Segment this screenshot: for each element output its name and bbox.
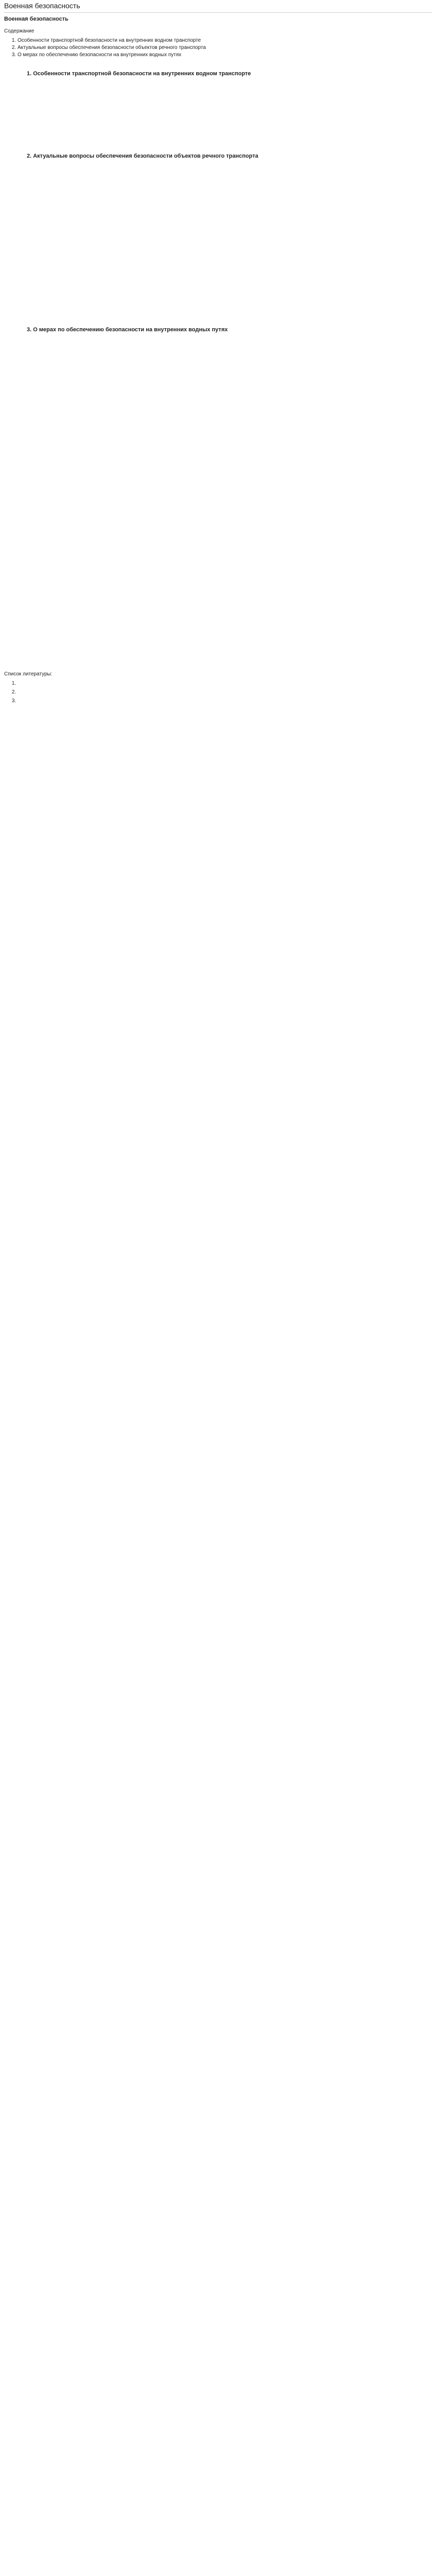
paragraph (4, 633, 432, 640)
list-item (4, 208, 432, 215)
list-item (4, 238, 432, 244)
paragraph (4, 137, 432, 143)
toc-item[interactable] (18, 37, 432, 44)
section-3-title: 3. О мерах по обеспечению безопасности на внутренних водных путях (27, 327, 228, 333)
section-3 (4, 326, 432, 651)
list-item (4, 218, 432, 225)
paragraph (4, 299, 432, 306)
paragraph (4, 93, 432, 100)
toc-link-2[interactable]: Актуальные вопросы обеспечения безопасности объектов речного транспорта (18, 45, 206, 50)
paragraph (4, 371, 432, 378)
paragraph (4, 126, 432, 132)
article-category: Военная безопасность (4, 16, 68, 22)
section-3-title-text: О мерах по обеспечению безопасности на внутренних водных путях (33, 327, 228, 333)
paragraph (4, 197, 432, 204)
paragraph (4, 393, 432, 399)
paragraph (4, 622, 432, 629)
reference-item (18, 680, 432, 687)
references-heading: Список литературы: (4, 671, 53, 677)
list-item (4, 423, 432, 430)
paragraph (4, 507, 432, 514)
paragraph (4, 612, 432, 618)
paragraph (4, 475, 432, 482)
paragraph (4, 644, 432, 651)
paragraph (4, 176, 432, 182)
section-1 (4, 70, 432, 143)
section-1-title-text: Особенности транспортной безопасности на внутренних водном транспорте (33, 71, 251, 77)
table-of-contents (4, 37, 432, 59)
paragraph (4, 278, 432, 284)
paragraph (4, 104, 432, 111)
paragraph (4, 529, 432, 536)
paragraph (4, 464, 432, 471)
list-item (4, 433, 432, 439)
paragraph (4, 486, 432, 493)
section-1-title: 1. Особенности транспортной безопасности на внутренних водном транспорте (27, 71, 251, 77)
paragraph (4, 187, 432, 193)
paragraph (4, 601, 432, 607)
paragraph (4, 349, 432, 356)
paragraph (4, 360, 432, 367)
list-item (4, 228, 432, 234)
paragraph (4, 443, 432, 449)
paragraph (4, 497, 432, 503)
list-item (4, 551, 432, 557)
toc-item[interactable] (18, 44, 432, 52)
list-item (4, 403, 432, 410)
section-2-title-text: Актуальные вопросы обеспечения безопасности объектов речного транспорта (33, 153, 258, 159)
paragraph (4, 165, 432, 172)
paragraph (4, 115, 432, 122)
paragraph (4, 453, 432, 460)
page (0, 0, 436, 704)
site-title: Военная безопасность (4, 2, 80, 10)
paragraph (4, 518, 432, 525)
toc-link-1[interactable]: Особенности транспортной безопасности на внутренних водном транспорте (18, 38, 201, 43)
list-item (4, 257, 432, 264)
paragraph (4, 382, 432, 388)
paragraph (4, 289, 432, 295)
toc-link-3[interactable]: О мерах по обеспечению безопасности на внутренних водных путях (18, 52, 182, 58)
list-item (4, 561, 432, 567)
references-list (4, 680, 432, 704)
paragraph (4, 540, 432, 547)
paragraph (4, 267, 432, 274)
reference-item (18, 689, 432, 696)
toc-item[interactable] (18, 52, 432, 59)
toc-heading: Содержание (4, 28, 34, 34)
list-item (4, 413, 432, 420)
paragraph (4, 590, 432, 597)
paragraph (4, 310, 432, 317)
paragraph (4, 338, 432, 345)
header-divider (4, 12, 432, 13)
reference-item (18, 698, 432, 704)
list-item (4, 580, 432, 587)
section-2 (4, 152, 432, 317)
list-item (4, 570, 432, 577)
paragraph (4, 82, 432, 89)
section-2-title: 2. Актуальные вопросы обеспечения безопасности объектов речного транспорта (27, 153, 258, 159)
list-item (4, 247, 432, 254)
